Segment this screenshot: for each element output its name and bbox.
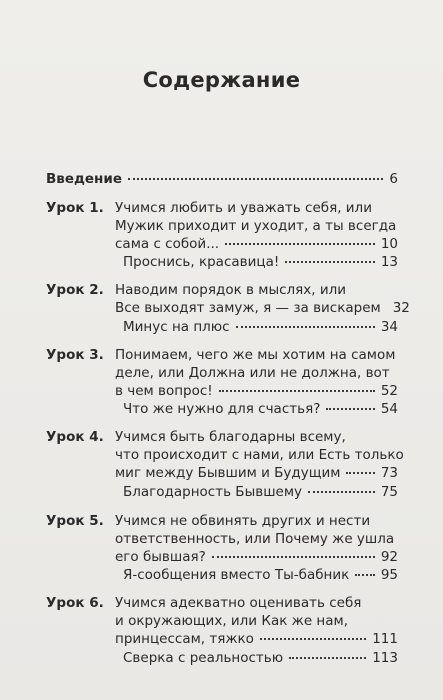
- lesson-1-sub-entry: [123, 254, 398, 270]
- dot-leader: [236, 326, 375, 328]
- lesson-4-title-line-1: Учимся быть благодарны всему,: [115, 429, 346, 445]
- lesson-6-label: Урок 6.: [46, 595, 104, 611]
- dot-leader: [225, 243, 375, 245]
- lesson-3-sub-page: 54: [380, 401, 398, 417]
- lesson-1-sub: Проснись, красавица!: [123, 254, 280, 270]
- lesson-6-page: 111: [372, 631, 398, 647]
- dot-leader: [355, 574, 375, 576]
- lesson-5-page: 92: [380, 549, 398, 565]
- lesson-6-title-line-2: и окружающих, или Как же нам,: [115, 613, 349, 629]
- lesson-1-sub-page: 13: [380, 254, 398, 270]
- dot-leader: [128, 178, 383, 180]
- lesson-3-entry: [115, 383, 398, 399]
- lesson-1-title-line-1: Учимся любить и уважать себя, или: [115, 200, 372, 216]
- lesson-4-sub-entry: [123, 484, 398, 500]
- dot-leader: [285, 261, 375, 263]
- toc-intro-label: Введение: [46, 171, 122, 187]
- lesson-2-entry: [115, 300, 410, 316]
- lesson-5-title-last: его бывшая?: [115, 549, 206, 565]
- lesson-5-title-line-2: ответственность, или Почему же ушла: [115, 531, 395, 547]
- toc-intro-page: 6: [389, 171, 398, 187]
- lesson-3-sub-entry: [123, 401, 398, 417]
- lesson-6-sub-page: 113: [372, 650, 398, 666]
- lesson-2-sub-page: 34: [380, 319, 398, 335]
- lesson-4-title-line-2: что происходит с нами, или Есть только: [115, 447, 404, 463]
- lesson-5-entry: [115, 549, 398, 565]
- lesson-4-sub-page: 75: [380, 484, 398, 500]
- lesson-3-page: 52: [380, 383, 398, 399]
- dot-leader: [346, 472, 374, 474]
- lesson-2-title-last: Все выходят замуж, я — за вискарем: [115, 300, 381, 316]
- lesson-5-title-line-1: Учимся не обвинять других и нести: [115, 513, 371, 529]
- lesson-6-title-line-1: Учимся адекватно оценивать себя: [115, 595, 362, 611]
- toc-entry-intro: [46, 171, 398, 187]
- lesson-5-label: Урок 5.: [46, 513, 104, 529]
- lesson-1-label: Урок 1.: [46, 200, 104, 216]
- dot-leader: [308, 491, 375, 493]
- lesson-1-entry: [115, 236, 398, 252]
- lesson-3-sub: Что же нужно для счастья?: [123, 401, 321, 417]
- lesson-2-title-line-1: Наводим порядок в мыслях, или: [115, 282, 347, 298]
- lesson-3-title-last: в чем вопрос!: [115, 383, 213, 399]
- lesson-2-sub-entry: [123, 319, 398, 335]
- lesson-6-title-last: принцессам, тяжко: [115, 631, 254, 647]
- dot-leader: [212, 556, 375, 558]
- dot-leader: [326, 408, 374, 410]
- dot-leader: [289, 657, 366, 659]
- dot-leader: [219, 390, 375, 392]
- lesson-4-sub: Благодарность Бывшему: [123, 484, 303, 500]
- lesson-6-sub-entry: [123, 650, 398, 666]
- lesson-6-entry: [115, 631, 398, 647]
- lesson-3-title-line-2: деле, или Должна или не должна, вот: [115, 365, 390, 381]
- lesson-4-title-last: миг между Бывшим и Будущим: [115, 465, 341, 481]
- lesson-1-page: 10: [380, 236, 398, 252]
- lesson-5-sub-entry: [123, 567, 398, 583]
- lesson-1-title-line-2: Мужик приходит и уходит, а ты всегда: [115, 218, 397, 234]
- lesson-2-label: Урок 2.: [46, 282, 104, 298]
- lesson-3-label: Урок 3.: [46, 347, 104, 363]
- lesson-4-label: Урок 4.: [46, 429, 104, 445]
- dot-leader: [260, 638, 366, 640]
- lesson-2-page: 32: [392, 300, 410, 316]
- lesson-6-sub: Сверка с реальностью: [123, 650, 284, 666]
- lesson-5-sub-page: 95: [380, 567, 398, 583]
- lesson-5-sub: Я-сообщения вместо Ты-бабник: [123, 567, 350, 583]
- lesson-1-title-last: сама с собой...: [115, 236, 220, 252]
- page-title: Содержание: [142, 68, 301, 92]
- lesson-2-sub: Минус на плюс: [123, 319, 230, 335]
- lesson-4-entry: [115, 465, 398, 481]
- lesson-4-page: 73: [380, 465, 398, 481]
- lesson-3-title-line-1: Понимаем, чего же мы хотим на самом: [115, 347, 396, 363]
